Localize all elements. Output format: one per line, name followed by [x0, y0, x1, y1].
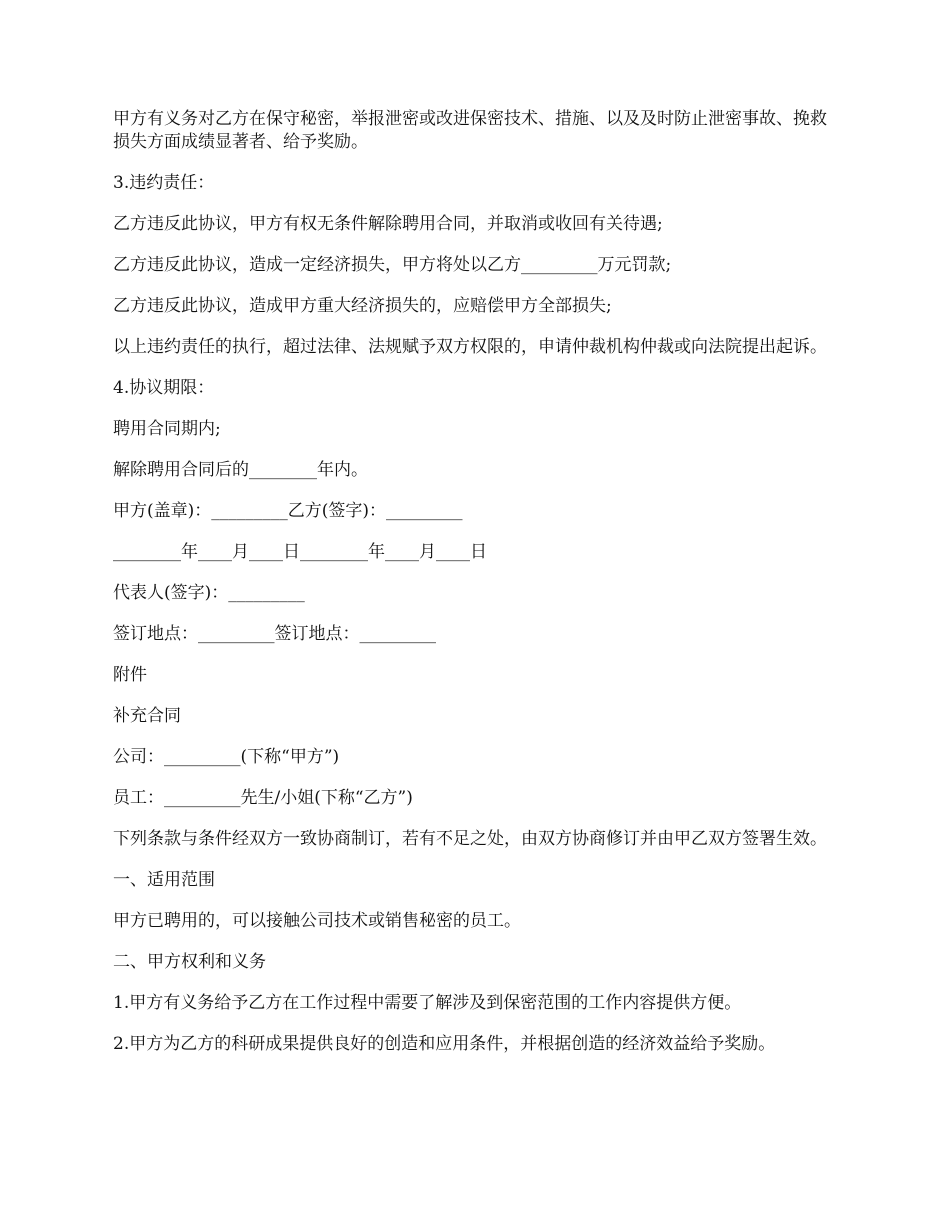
signature-line-parties: 甲方(盖章)：_________乙方(签字)：_________ — [113, 501, 463, 521]
paragraph-arbitration: 以上违约责任的执行，超过法律、法规赋予双方权限的，申请仲裁机构仲裁或向法院提出起诉。 — [113, 337, 827, 357]
document-page — [113, 108, 843, 1074]
heading-breach-liability: 3.违约责任： — [113, 173, 215, 193]
signature-line-location: 签订地点：_________签订地点：_________ — [113, 624, 436, 644]
paragraph-compensation: 乙方违反此协议，造成甲方重大经济损失的，应赔偿甲方全部损失; — [113, 296, 612, 316]
paragraph-preamble: 下列条款与条件经双方一致协商制订，若有不足之处，由双方协商修订并由甲乙双方签署生效。 — [113, 829, 827, 849]
paragraph-party-a-duty-1: 1.甲方有义务给予乙方在工作过程中需要了解涉及到保密范围的工作内容提供方便。 — [113, 993, 742, 1013]
heading-scope: 一、适用范围 — [113, 870, 215, 890]
field-employee: 员工：_________先生/小姐(下称“乙方”) — [113, 788, 413, 808]
signature-line-representative: 代表人(签字)：_________ — [113, 583, 305, 603]
paragraph-terminate-contract: 乙方违反此协议，甲方有权无条件解除聘用合同，并取消或收回有关待遇; — [113, 214, 663, 234]
heading-party-a-rights: 二、甲方权利和义务 — [113, 952, 266, 972]
paragraph-party-a-duty-2: 2.甲方为乙方的科研成果提供良好的创造和应用条件，并根据创造的经济效益给予奖励。 — [113, 1034, 776, 1054]
paragraph-term-during-contract: 聘用合同期内; — [113, 419, 221, 439]
paragraph-scope: 甲方已聘用的，可以接触公司技术或销售秘密的员工。 — [113, 911, 521, 931]
heading-agreement-term: 4.协议期限： — [113, 378, 215, 398]
paragraph-term-after-contract: 解除聘用合同后的________年内。 — [113, 460, 368, 480]
heading-supplementary-contract: 补充合同 — [113, 706, 181, 726]
heading-attachment: 附件 — [113, 665, 147, 685]
signature-line-dates: ________年____月____日________年____月____日 — [113, 542, 487, 562]
field-company: 公司：_________(下称“甲方”) — [113, 747, 340, 767]
paragraph-fine: 乙方违反此协议，造成一定经济损失，甲方将处以乙方_________万元罚款; — [113, 255, 672, 275]
paragraph-reward-obligation: 甲方有义务对乙方在保守秘密，举报泄密或改进保密技术、措施、以及及时防止泄密事故、挽救损失方面成绩显著者、给予奖励。 — [113, 109, 827, 152]
